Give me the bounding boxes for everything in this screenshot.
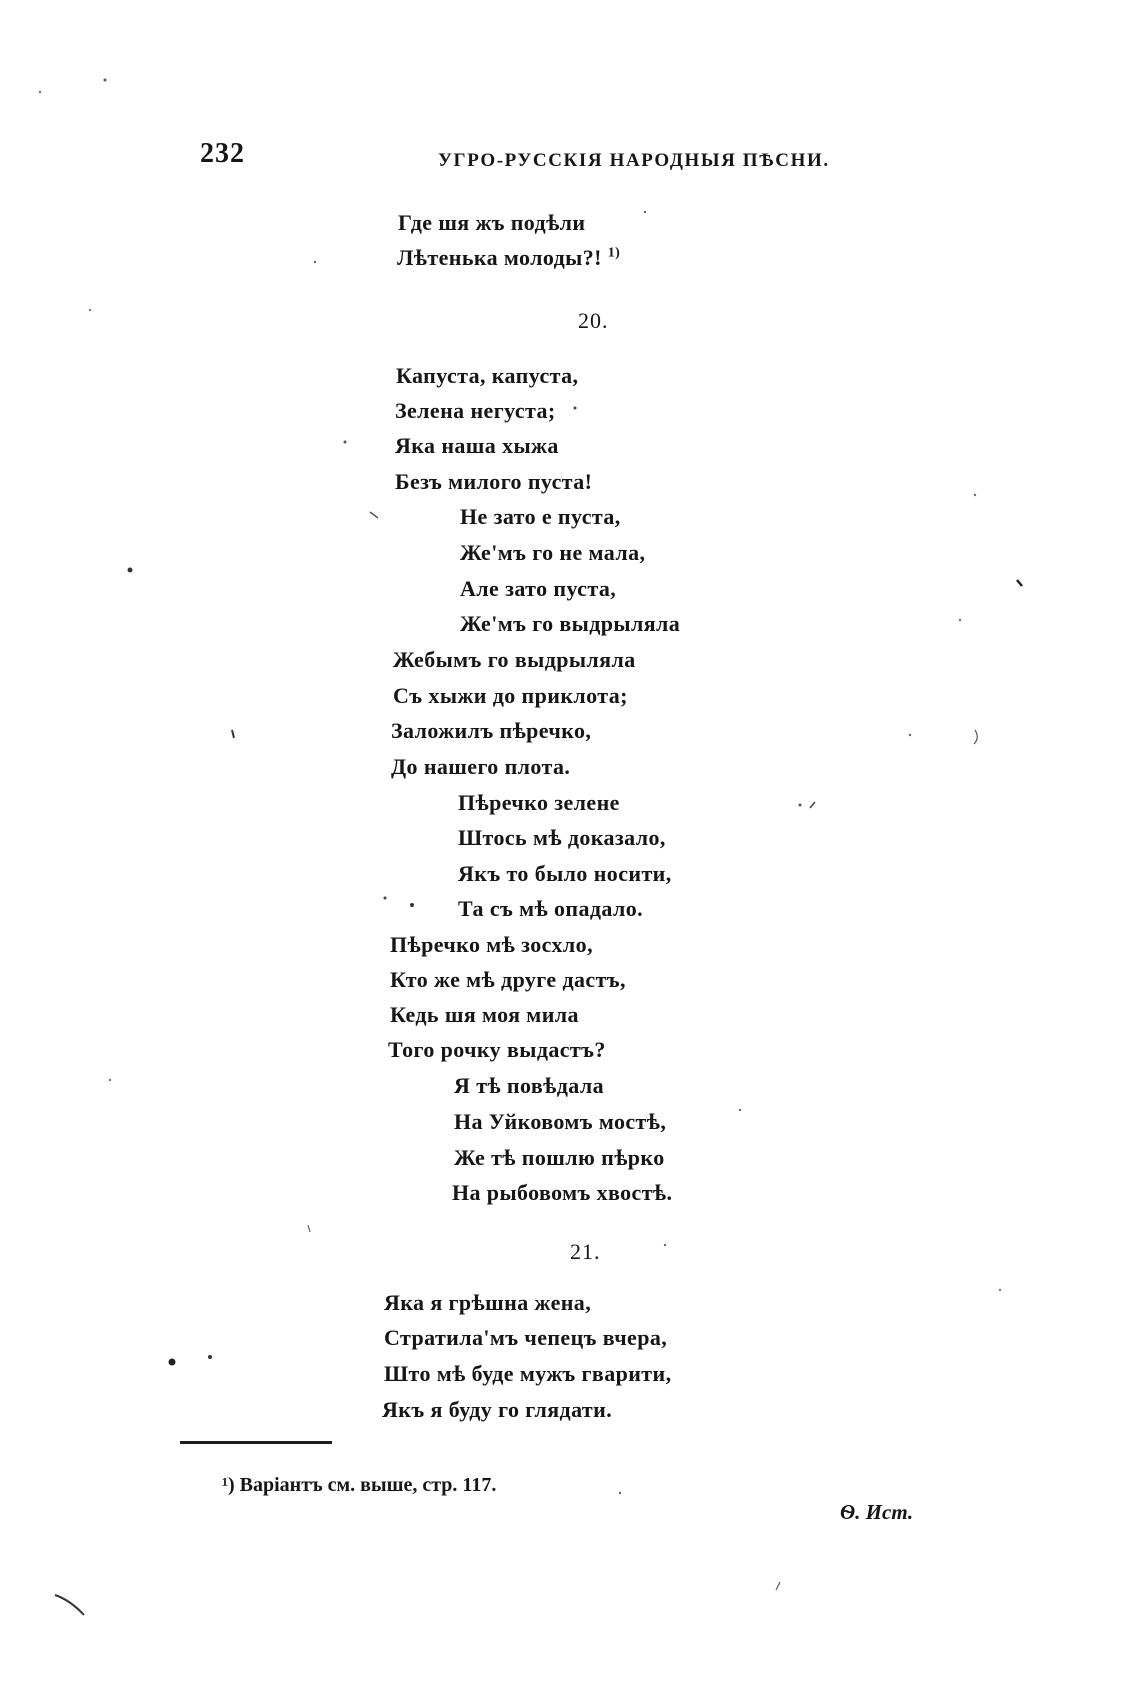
verse-line: Капуста, капуста,	[396, 363, 579, 388]
verse-line: Штось мѣ доказало,	[458, 825, 666, 850]
verse-line: Же тѣ пошлю пѣрко	[454, 1145, 665, 1170]
verse-line: Же'мъ го выдрыляла	[460, 611, 681, 636]
verse-line: Жебымъ го выдрыляла	[393, 647, 636, 672]
footnote-rule	[180, 1441, 332, 1444]
verse-line: Та съ мѣ опадало.	[458, 896, 644, 921]
signature: Ѳ. Ист.	[840, 1500, 914, 1524]
verse-line: До нашего плота.	[391, 754, 571, 779]
verse-line: Якъ я буду го глядати.	[382, 1397, 613, 1422]
verse-line: Што мѣ буде мужъ гварити,	[384, 1361, 672, 1386]
verse-line: Безъ милого пуста!	[395, 469, 593, 494]
verse-line: Съ хыжи до приклота;	[393, 683, 628, 708]
verse-line: Пѣречко мѣ зосхло,	[390, 932, 593, 957]
song-number-21: 21.	[570, 1239, 601, 1264]
verse-line: На Уйковомъ мостѣ,	[454, 1109, 667, 1134]
verse-line: Я тѣ повѣдала	[454, 1073, 604, 1098]
verse-line: Яка наша хыжа	[395, 433, 559, 458]
verse-line: На рыбовомъ хвостѣ.	[452, 1180, 673, 1205]
verse-line: Не зато е пуста,	[460, 504, 621, 529]
footnote-1: ¹) Варіантъ см. выше, стр. 117.	[222, 1474, 497, 1496]
verse-line: Заложилъ пѣречко,	[391, 718, 592, 743]
verse-line: Якъ то было носити,	[458, 861, 672, 886]
verse-line: Где шя жъ подѣли	[398, 210, 586, 235]
verse-line: Лѣтенька молоды?! $^{1)}$	[397, 245, 621, 270]
verse-line: Того рочку выдастъ?	[388, 1037, 606, 1062]
verse-line: Але зато пуста,	[460, 576, 617, 601]
verse-line: Стратила'мъ чепецъ вчера,	[384, 1325, 668, 1350]
page-number: 232	[200, 138, 245, 169]
verse-line: Зелена негуста;	[395, 398, 556, 423]
verse-line: Кедь шя моя мила	[390, 1002, 579, 1027]
running-title: УГРО-РУССКІЯ НАРОДНЫЯ ПѢСНИ.	[438, 150, 830, 171]
verse-line: Же'мъ го не мала,	[460, 540, 646, 565]
verse-line: Яка я грѣшна жена,	[384, 1290, 592, 1315]
verse-line: Кто же мѣ друге дастъ,	[390, 967, 626, 992]
song-number-20: 20.	[578, 308, 609, 333]
verse-line: Пѣречко зелене	[458, 790, 620, 815]
footnote-reference: 1)	[607, 245, 621, 261]
